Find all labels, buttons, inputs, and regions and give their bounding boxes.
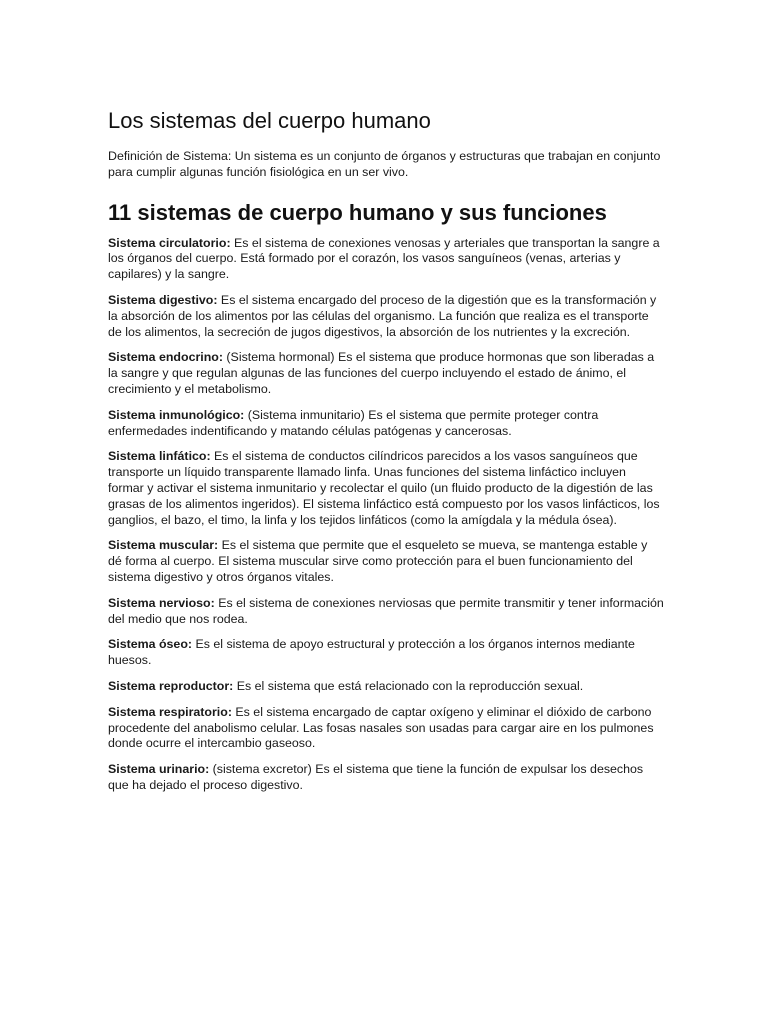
system-term: Sistema óseo: bbox=[108, 637, 193, 652]
definition-paragraph: Definición de Sistema: Un sistema es un conjunto de órganos y estructuras que trabajan en conjunto para cumplir algunas función fisiológica en un ser vivo. bbox=[108, 149, 661, 179]
system-entry-circulatorio bbox=[108, 236, 664, 283]
system-term: Sistema nervioso: bbox=[108, 595, 215, 610]
system-entry-linfatico bbox=[108, 449, 664, 528]
system-term: Sistema urinario: bbox=[108, 762, 210, 777]
system-description: Es el sistema de apoyo estructural y protección a los órganos internos mediante huesos. bbox=[108, 637, 635, 668]
system-description: Es el sistema encargado de captar oxígeno y eliminar el dióxido de carbono procedente del anabolismo celular. Las fosas nasales son usadas para cargar aire en los pulmones donde ocurre el intercambio gaseoso. bbox=[108, 704, 654, 751]
system-entry-digestivo bbox=[108, 293, 664, 340]
system-entry-oseo bbox=[108, 637, 664, 669]
system-description: Es el sistema de conexiones venosas y arteriales que transportan la sangre a los órganos del cuerpo. Está formado por el corazón, los vasos sanguíneos (venas, arterias y capilares) y la sangre. bbox=[108, 235, 660, 282]
system-entry-reproductor bbox=[108, 679, 664, 695]
system-term: Sistema endocrino: bbox=[108, 350, 223, 365]
system-description: Es el sistema de conexiones nerviosas que permite transmitir y tener información del medio que nos rodea. bbox=[108, 595, 664, 626]
system-entry-nervioso bbox=[108, 596, 664, 628]
system-term: Sistema respiratorio: bbox=[108, 704, 232, 719]
system-description: Es el sistema de conductos cilíndricos parecidos a los vasos sanguíneos que transporte un líquido transparente llamado linfa. Unas funciones del sistema linfáctico incluyen formar y activar el sistema inmunitario y recolectar el quilo (un fluido producto de la digestión de las grasas de los alimentos ingeridos). El sistema linfáctico está compuesto por los vasos linfácticos, los ganglios, el bazo, el timo, la linfa y los tejidos linfáticos (como la amígdala y la médula ósea). bbox=[108, 449, 660, 527]
system-description: (Sistema inmunitario) Es el sistema que permite proteger contra enfermedades indentificando y matando células patógenas y cancerosas. bbox=[108, 407, 599, 438]
system-description: Es el sistema encargado del proceso de la digestión que es la transformación y la absorción de los alimentos por las células del organismo. La función que realiza es el transporte de los alimentos, la secreción de jugos digestivos, la absorción de los nutrientes y la excreción. bbox=[108, 292, 657, 339]
system-term: Sistema reproductor: bbox=[108, 678, 234, 693]
system-term: Sistema linfático: bbox=[108, 449, 211, 464]
system-entry-muscular bbox=[108, 538, 664, 585]
system-term: Sistema digestivo: bbox=[108, 292, 218, 307]
system-description: Es el sistema que está relacionado con la reproducción sexual. bbox=[233, 678, 584, 693]
system-entry-endocrino bbox=[108, 350, 664, 397]
page-title: Los sistemas del cuerpo humano bbox=[108, 108, 431, 133]
system-entry-inmunologico bbox=[108, 408, 664, 440]
system-description: (Sistema hormonal) Es el sistema que produce hormonas que son liberadas a la sangre y que regulan algunas de las funciones del cuerpo incluyendo el estado de ánimo, el crecimiento y el metabolismo. bbox=[108, 350, 655, 396]
system-entry-urinario bbox=[108, 762, 664, 794]
system-term: Sistema inmunológico: bbox=[108, 407, 245, 422]
system-description: (sistema excretor) Es el sistema que tiene la función de expulsar los desechos que ha dejado el proceso digestivo. bbox=[108, 762, 644, 792]
section-heading: 11 sistemas de cuerpo humano y sus funciones bbox=[108, 199, 607, 225]
document-page bbox=[108, 106, 664, 804]
system-description: Es el sistema que permite que el esqueleto se mueva, se mantenga estable y dé forma al cuerpo. El sistema muscular sirve como protección para el buen funcionamiento del sistema digestivo y otros órganos vitales. bbox=[108, 538, 648, 584]
system-term: Sistema muscular: bbox=[108, 538, 219, 553]
system-term: Sistema circulatorio: bbox=[108, 235, 231, 250]
system-entry-respiratorio bbox=[108, 705, 664, 752]
